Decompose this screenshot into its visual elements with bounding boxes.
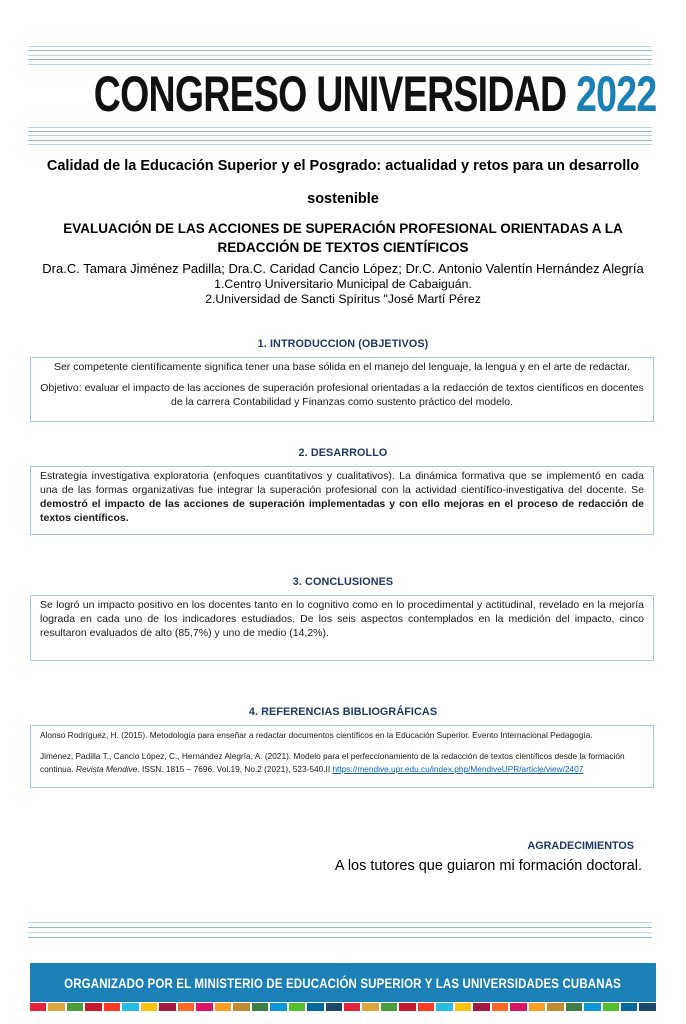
congress-title-year: 2022 [576,65,657,122]
decorative-rules-bottom [28,922,652,938]
section-heading-references: 4. REFERENCIAS BIBLIOGRÁFICAS [248,706,438,719]
reference-2-journal: Revista Mendive [75,764,138,775]
affiliation-2: 2.Universidad de Sancti Spíritus "José Martí Pérez [205,292,481,307]
sdg-color-segment [639,1003,655,1011]
sdg-color-segment [252,1003,268,1011]
reference-2-details: . ISSN. 1815 – 7696. Vol.19, No.2 (2021), 523-540.II [137,764,333,775]
sdg-color-segment [473,1003,489,1011]
conclusions-box [30,595,654,661]
organizer-banner-text: ORGANIZADO POR EL MINISTERIO DE EDUCACIÓN SUPERIOR Y LAS UNIVERSIDADES CUBANAS [64,974,622,991]
footer [0,922,686,1024]
affiliation-1: 1.Centro Universitario Municipal de Cabaiguán. [214,277,472,292]
sdg-color-segment [85,1003,101,1011]
introduction-paragraph-1: Ser competente científicamente significa tener una base sólida en el manejo del lenguaje, la lengua y en el arte de redactar. [53,361,631,374]
sdg-color-segment [584,1003,600,1011]
development-box [30,466,654,535]
sdg-color-segment [529,1003,545,1011]
sdg-color-segment [270,1003,286,1011]
decorative-rules-mid [28,127,652,146]
development-paragraph: Estrategia investigativa exploratoria (enfoques cuantitativos y cualitativos). La dinámica formativa que se implementó en cada una de las formas organizativas fue integrar la superación profesional con la actividad científico-investigativa del docente. Se [40,470,644,496]
sdg-strip [30,1003,656,1011]
sdg-color-segment [547,1003,563,1011]
section-heading-conclusions: 3. CONCLUSIONES [292,576,394,589]
reference-entry-2 [40,750,644,776]
decorative-rules-top [28,0,652,65]
development-paragraph-bold: demostró el impacto de las acciones de superación implementadas y con ello mejoras en el proceso de redacción de textos científicos. [40,497,644,524]
sdg-color-segment [141,1003,157,1011]
congress-theme: Calidad de la Educación Superior y el Posgrado: actualidad y retos para un desarrollo sostenible [46,158,640,208]
reference-2-text: Jiménez, Padilla T., Cancio López, C., Hernández Alegría, A. (2021). Modelo para el perfeccionamiento de la redacción de textos científicos desde la formación continua. [40,751,625,775]
sdg-color-segment [344,1003,360,1011]
congress-title [0,65,686,122]
sdg-color-segment [566,1003,582,1011]
sdg-color-segment [307,1003,323,1011]
sdg-color-segment [510,1003,526,1011]
sdg-color-segment [362,1003,378,1011]
reference-entry-1: Alonso Rodríguez, H. (2015). Metodología para enseñar a redactar documentos científicos en la Educación Superior. Evento Internacional Pedagogía. [40,730,593,741]
sdg-color-segment [418,1003,434,1011]
sdg-color-segment [159,1003,175,1011]
acknowledgements-heading: AGRADECIMIENTOS [527,840,634,853]
authors-line: Dra.C. Tamara Jiménez Padilla; Dra.C. Caridad Cancio López; Dr.C. Antonio Valentín Hernández Alegría [42,261,644,277]
sdg-color-segment [30,1003,46,1011]
sdg-color-segment [233,1003,249,1011]
sdg-color-segment [67,1003,83,1011]
congress-title-text: CONGRESO UNIVERSIDAD [93,65,567,122]
sdg-color-segment [436,1003,452,1011]
sdg-color-segment [399,1003,415,1011]
sdg-color-segment [455,1003,471,1011]
section-heading-introduction: 1. INTRODUCCION (OBJETIVOS) [257,338,429,351]
sdg-color-segment [326,1003,342,1011]
introduction-paragraph-2: Objetivo: evaluar el impacto de las acciones de superación profesional orientadas a la redacción de textos científicos en docentes de la carrera Contabilidad y Finanzas como sustento práctico del modelo. [40,381,644,408]
reference-link[interactable]: https://mendive.upr.edu.cu/index.php/MendiveUPR/article/view/2407 [332,764,584,775]
sdg-color-segment [104,1003,120,1011]
sdg-color-segment [492,1003,508,1011]
sdg-color-segment [48,1003,64,1011]
sdg-color-segment [196,1003,212,1011]
sdg-color-segment [122,1003,138,1011]
organizer-banner [30,963,656,1002]
sdg-color-segment [621,1003,637,1011]
sdg-color-segment [603,1003,619,1011]
conclusions-paragraph: Se logró un impacto positivo en los docentes tanto en lo cognitivo como en lo procedimental y actitudinal, revelado en la mejoría lograda en cada uno de los indicadores estudiados. De los seis aspectos contemplados en la medición del impacto, cinco resultaron evaluados de alto (85,7%) y uno de medio (14,2%). [40,599,644,639]
section-heading-development: 2. DESARROLLO [298,447,388,460]
sdg-color-segment [215,1003,231,1011]
sdg-color-segment [178,1003,194,1011]
poster-title: EVALUACIÓN DE LAS ACCIONES DE SUPERACIÓN PROFESIONAL ORIENTADAS A LA REDACCIÓN DE TEXTOS CIENTÍFICOS [63,221,623,256]
sdg-color-segment [289,1003,305,1011]
sdg-color-segment [381,1003,397,1011]
acknowledgements-text: A los tutores que guiaron mi formación doctoral. [334,858,642,875]
references-box [30,725,654,788]
introduction-box [30,357,654,422]
